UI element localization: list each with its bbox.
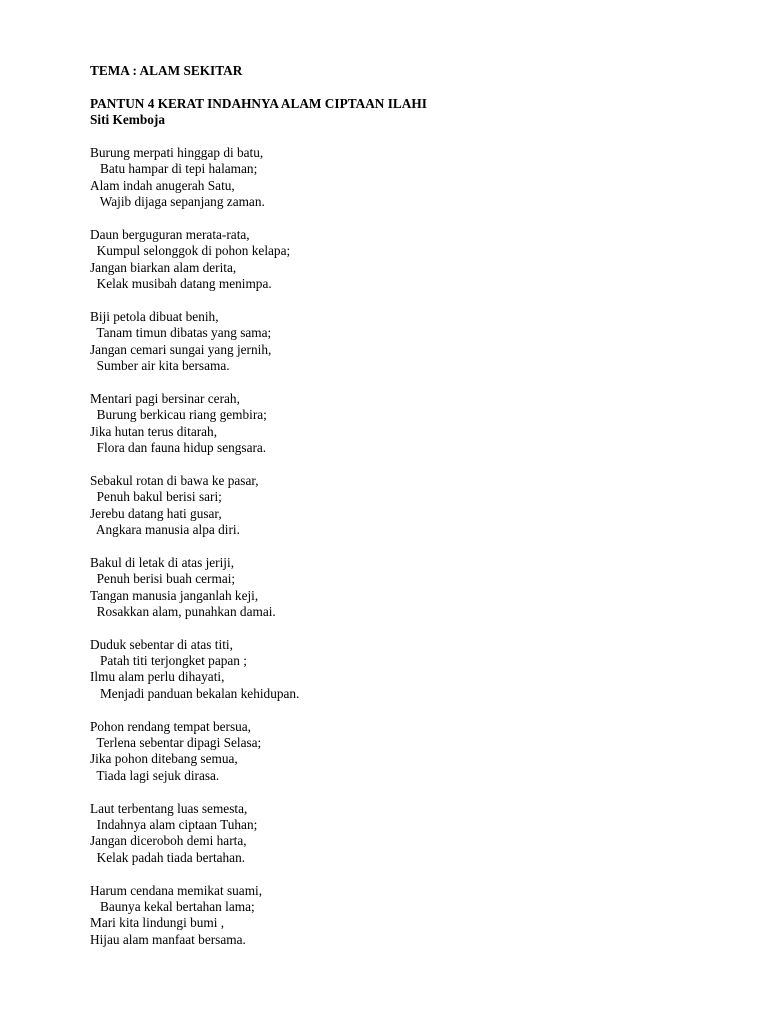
stanza-line: Bakul di letak di atas jeriji, xyxy=(90,554,235,570)
stanza-line: Duduk sebentar di atas titi, xyxy=(90,636,233,652)
stanza-line: Tiada lagi sejuk dirasa. xyxy=(90,767,220,783)
stanza-line: Penuh berisi buah cermai; xyxy=(90,571,236,587)
author-name: Siti Kemboja xyxy=(90,112,165,128)
spacer xyxy=(90,129,730,145)
stanza-line: Flora dan fauna hidup sengsara. xyxy=(90,439,267,455)
stanza-line: Rosakkan alam, punahkan damai. xyxy=(90,603,276,619)
stanza xyxy=(90,391,730,457)
stanza-line: Jerebu datang hati gusar, xyxy=(90,505,222,521)
stanza-line: Penuh bakul berisi sari; xyxy=(90,489,222,505)
stanza-line: Mentari pagi bersinar cerah, xyxy=(90,390,240,406)
stanza-line: Tangan manusia janganlah keji, xyxy=(90,587,259,603)
stanza-line: Patah titi terjongket papan ; xyxy=(90,653,247,669)
stanza-line: Sebakul rotan di bawa ke pasar, xyxy=(90,472,259,488)
stanza-line: Pohon rendang tempat bersua, xyxy=(90,718,251,734)
stanza-line: Batu hampar di tepi halaman; xyxy=(90,161,258,177)
stanza xyxy=(90,227,730,293)
stanza-spacer xyxy=(90,702,730,718)
stanza-line: Sumber air kita bersama. xyxy=(90,358,230,374)
stanza-spacer xyxy=(90,456,730,472)
stanza-line: Tanam timun dibatas yang sama; xyxy=(90,325,272,341)
stanza-line: Laut terbentang luas semesta, xyxy=(90,800,248,816)
stanza-line: Hijau alam manfaat bersama. xyxy=(90,931,246,947)
poem-body xyxy=(90,145,730,948)
stanza-line: Jangan diceroboh demi harta, xyxy=(90,833,247,849)
stanza-spacer xyxy=(90,784,730,800)
stanza xyxy=(90,145,730,211)
poem-title: PANTUN 4 KERAT INDAHNYA ALAM CIPTAAN ILAHI xyxy=(90,95,427,111)
stanza-line: Terlena sebentar dipagi Selasa; xyxy=(90,735,262,751)
spacer xyxy=(90,79,730,95)
stanza-line: Mari kita lindungi bumi , xyxy=(90,915,225,931)
stanza xyxy=(90,309,730,375)
stanza-line: Daun berguguran merata-rata, xyxy=(90,226,250,242)
stanza-spacer xyxy=(90,538,730,554)
stanza xyxy=(90,801,730,867)
stanza-line: Jangan cemari sungai yang jernih, xyxy=(90,341,272,357)
stanza-spacer xyxy=(90,374,730,390)
stanza-line: Burung merpati hinggap di batu, xyxy=(90,144,264,160)
stanza-line: Baunya kekal bertahan lama; xyxy=(90,898,255,914)
stanza xyxy=(90,473,730,539)
stanza-line: Jangan biarkan alam derita, xyxy=(90,259,237,275)
stanza xyxy=(90,637,730,703)
theme-title: TEMA : ALAM SEKITAR xyxy=(90,63,243,78)
stanza-line: Biji petola dibuat benih, xyxy=(90,308,219,324)
stanza-line: Angkara manusia alpa diri. xyxy=(90,521,240,537)
stanza-line: Jika pohon ditebang semua, xyxy=(90,751,238,767)
stanza xyxy=(90,883,730,949)
stanza xyxy=(90,719,730,785)
stanza-spacer xyxy=(90,211,730,227)
stanza-line: Ilmu alam perlu dihayati, xyxy=(90,669,225,685)
stanza-line: Menjadi panduan bekalan kehidupan. xyxy=(90,685,300,701)
stanza-line: Kumpul selonggok di pohon kelapa; xyxy=(90,243,291,259)
document-page xyxy=(90,63,730,948)
stanza-line: Kelak musibah datang menimpa. xyxy=(90,276,272,292)
stanza-line: Indahnya alam ciptaan Tuhan; xyxy=(90,816,258,832)
stanza-line: Harum cendana memikat suami, xyxy=(90,882,263,898)
stanza-line: Burung berkicau riang gembira; xyxy=(90,407,267,423)
stanza-spacer xyxy=(90,866,730,882)
stanza-line: Alam indah anugerah Satu, xyxy=(90,177,235,193)
stanza-spacer xyxy=(90,292,730,308)
stanza-line: Wajib dijaga sepanjang zaman. xyxy=(90,194,265,210)
stanza xyxy=(90,555,730,621)
stanza-line: Kelak padah tiada bertahan. xyxy=(90,849,246,865)
stanza-spacer xyxy=(90,620,730,636)
stanza-line: Jika hutan terus ditarah, xyxy=(90,423,218,439)
